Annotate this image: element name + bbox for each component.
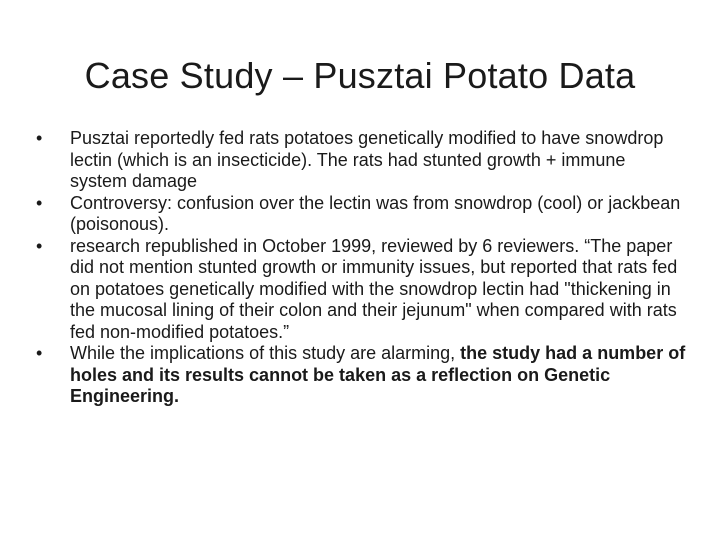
bullet-icon: •	[36, 235, 43, 256]
bullet-text: research republished in October 1999, reviewed by 6 reviewers. “The paper did not mention stunted growth or immunity issues, but reported that rats fed on potatoes genetically modified with the snowdrop lectin had "thickening in the mucosal lining of their colon and their jejunum" when compared with rats fed non-modified potatoes.”	[70, 235, 678, 342]
slide-title: Case Study – Pusztai Potato Data	[84, 55, 636, 96]
bullet-list	[36, 128, 686, 408]
bullet-text-plain: While the implications of this study are alarming,	[70, 343, 461, 363]
bullet-item-controversy	[36, 193, 686, 236]
bullet-icon: •	[36, 128, 43, 148]
bullet-text: Controversy: confusion over the lectin was from snowdrop (cool) or jackbean (poisonous).	[70, 192, 681, 234]
bullet-text-bold: the study had a number of holes and its results cannot be taken as a reflection on Genetic Engineering.	[70, 343, 686, 406]
bullet-icon: •	[36, 192, 43, 213]
bullet-item-republished	[36, 236, 686, 344]
bullet-icon: •	[36, 343, 43, 363]
bullet-text: Pusztai reportedly fed rats potatoes genetically modified to have snowdrop lectin (which is an insecticide). The rats had stunted growth + immune system damage	[70, 128, 664, 191]
bullet-item-pusztai-study	[36, 128, 686, 193]
bullet-item-implications	[36, 343, 686, 408]
